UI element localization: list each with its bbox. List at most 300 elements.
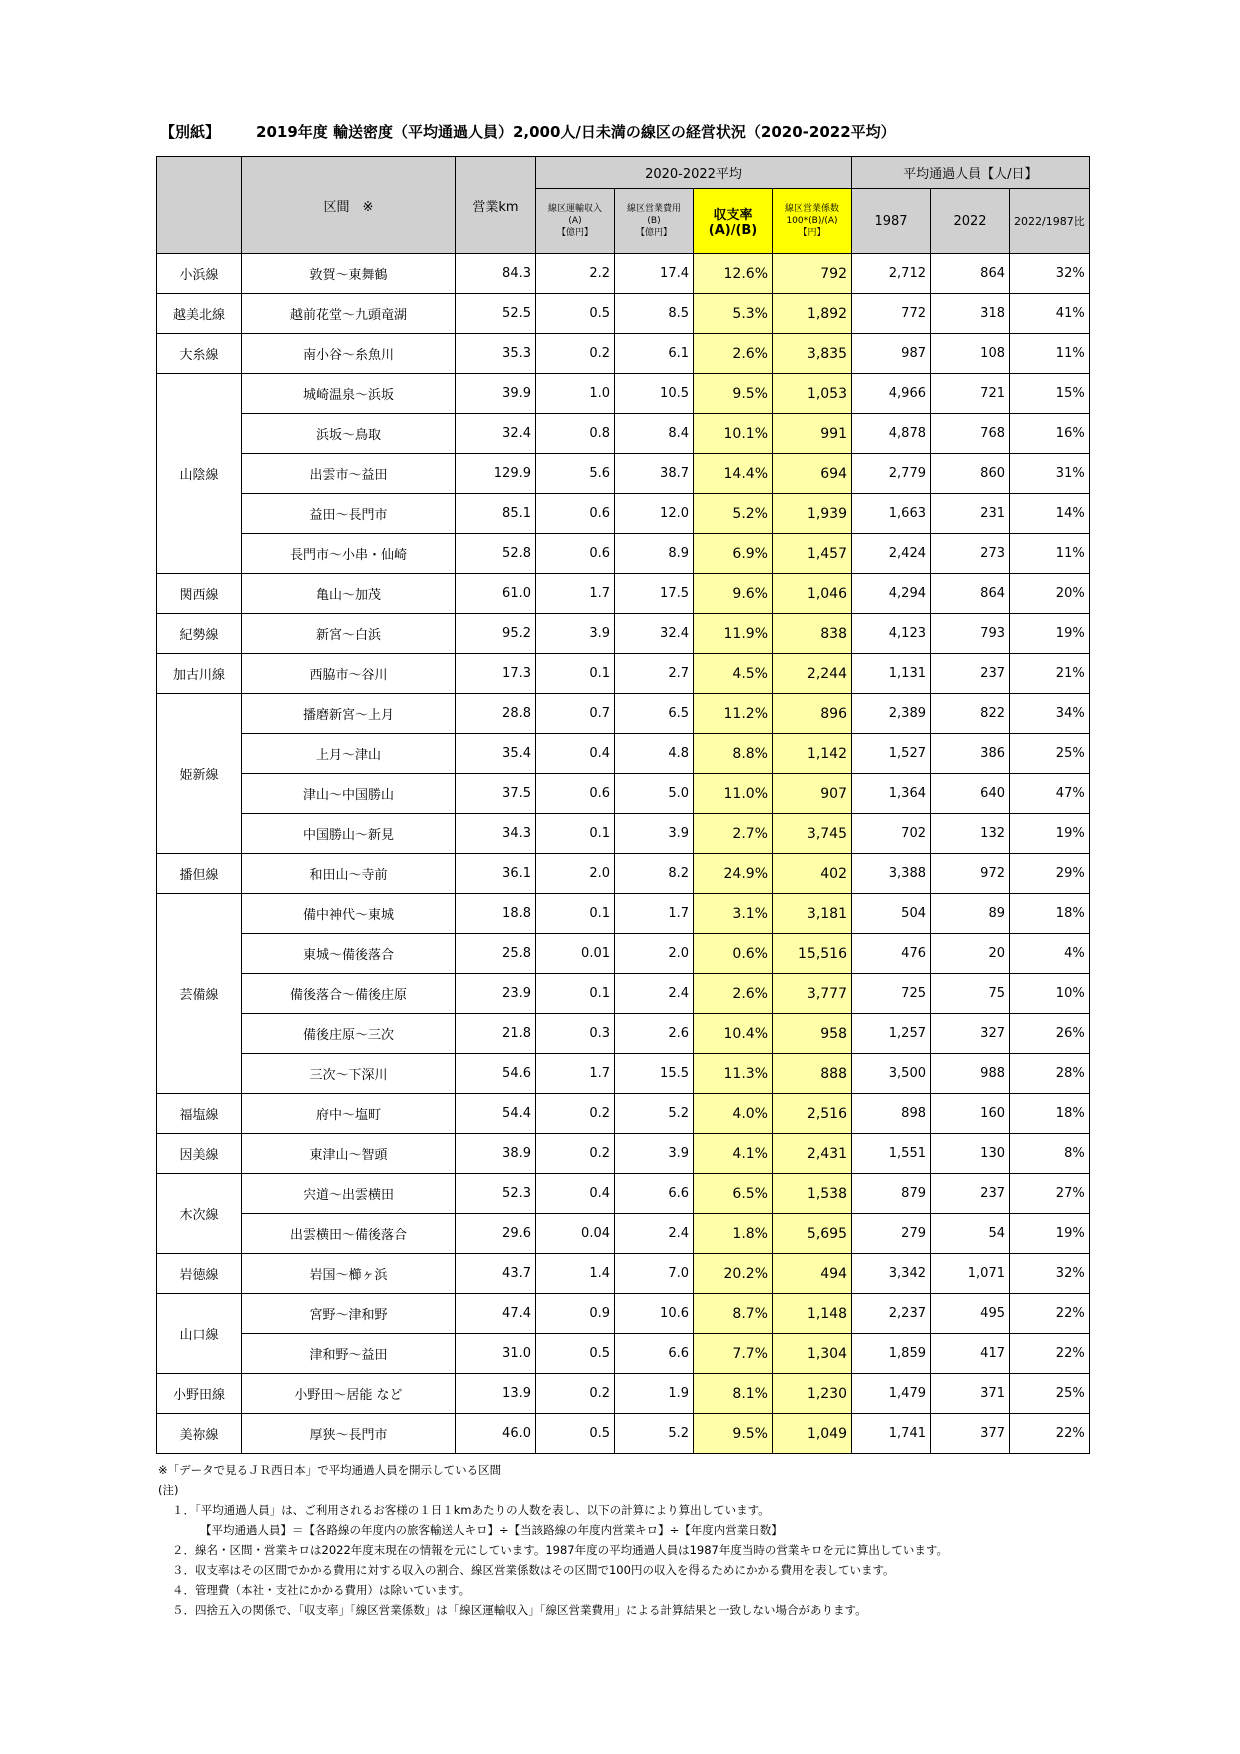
header-ratio-years: 2022/1987比: [1010, 189, 1090, 254]
passengers-2022-cell: 377: [931, 1414, 1010, 1454]
km-cell: 39.9: [456, 374, 536, 414]
coefficient-cell: 3,181: [773, 894, 852, 934]
revenue-cell: 0.6: [536, 494, 615, 534]
revenue-cell: 0.2: [536, 1134, 615, 1174]
passengers-2022-cell: 237: [931, 654, 1010, 694]
passengers-2022-cell: 768: [931, 414, 1010, 454]
passenger-ratio-cell: 41%: [1010, 294, 1090, 334]
coefficient-cell: 3,745: [773, 814, 852, 854]
passengers-1987-cell: 1,741: [852, 1414, 931, 1454]
section-cell: 宮野～津和野: [242, 1294, 456, 1334]
km-cell: 23.9: [456, 974, 536, 1014]
passengers-2022-cell: 273: [931, 534, 1010, 574]
table-row: [157, 334, 1090, 374]
passengers-2022-cell: 864: [931, 574, 1010, 614]
section-cell: 岩国～櫛ヶ浜: [242, 1254, 456, 1294]
passengers-2022-cell: 20: [931, 934, 1010, 974]
passengers-2022-cell: 160: [931, 1094, 1010, 1134]
passengers-2022-cell: 495: [931, 1294, 1010, 1334]
km-cell: 43.7: [456, 1254, 536, 1294]
km-cell: 38.9: [456, 1134, 536, 1174]
cost-cell: 6.1: [615, 334, 694, 374]
passenger-ratio-cell: 29%: [1010, 854, 1090, 894]
cost-cell: 17.5: [615, 574, 694, 614]
section-cell: 長門市～小串・仙崎: [242, 534, 456, 574]
passenger-ratio-cell: 18%: [1010, 894, 1090, 934]
cost-cell: 3.9: [615, 814, 694, 854]
revenue-cell: 0.5: [536, 1414, 615, 1454]
title-bracket: 【別紙】: [160, 123, 221, 141]
km-cell: 95.2: [456, 614, 536, 654]
passengers-1987-cell: 504: [852, 894, 931, 934]
passengers-1987-cell: 1,257: [852, 1014, 931, 1054]
km-cell: 13.9: [456, 1374, 536, 1414]
km-cell: 54.4: [456, 1094, 536, 1134]
revenue-cell: 0.01: [536, 934, 615, 974]
passenger-ratio-cell: 25%: [1010, 734, 1090, 774]
coefficient-cell: 838: [773, 614, 852, 654]
table-row: [157, 1334, 1090, 1374]
line-name-cell: 播但線: [157, 854, 242, 894]
header-km: 営業km: [456, 157, 536, 254]
ratio-cell: 4.1%: [694, 1134, 773, 1174]
table-row: [157, 1414, 1090, 1454]
cost-cell: 2.0: [615, 934, 694, 974]
table-row: [157, 454, 1090, 494]
ratio-cell: 9.5%: [694, 374, 773, 414]
cost-cell: 15.5: [615, 1054, 694, 1094]
table-row: [157, 1014, 1090, 1054]
coefficient-cell: 991: [773, 414, 852, 454]
section-cell: 津和野～益田: [242, 1334, 456, 1374]
header-cost: 線区営業費用 (B) 【億円】: [615, 189, 694, 254]
passengers-2022-cell: 793: [931, 614, 1010, 654]
notes: [158, 1460, 948, 1620]
ratio-cell: 5.2%: [694, 494, 773, 534]
revenue-cell: 0.2: [536, 1094, 615, 1134]
cost-cell: 7.0: [615, 1254, 694, 1294]
coefficient-cell: 888: [773, 1054, 852, 1094]
revenue-cell: 0.5: [536, 1334, 615, 1374]
passenger-ratio-cell: 47%: [1010, 774, 1090, 814]
cost-cell: 1.7: [615, 894, 694, 934]
passengers-1987-cell: 987: [852, 334, 931, 374]
cost-cell: 8.4: [615, 414, 694, 454]
section-cell: 新宮～白浜: [242, 614, 456, 654]
cost-cell: 5.0: [615, 774, 694, 814]
cost-cell: 8.2: [615, 854, 694, 894]
ratio-cell: 12.6%: [694, 254, 773, 294]
table-row: [157, 694, 1090, 734]
note-3: ３．収支率はその区間でかかる費用に対する収入の割合、線区営業係数はその区間で100円の収入を得るためにかかる費用を表しています。: [172, 1563, 895, 1577]
revenue-cell: 0.4: [536, 1174, 615, 1214]
revenue-cell: 0.7: [536, 694, 615, 734]
coefficient-cell: 907: [773, 774, 852, 814]
table-row: [157, 534, 1090, 574]
km-cell: 28.8: [456, 694, 536, 734]
section-cell: 南小谷～糸魚川: [242, 334, 456, 374]
table-row: [157, 1214, 1090, 1254]
section-cell: 厚狭～長門市: [242, 1414, 456, 1454]
ratio-cell: 10.4%: [694, 1014, 773, 1054]
passengers-1987-cell: 1,551: [852, 1134, 931, 1174]
revenue-cell: 0.1: [536, 814, 615, 854]
passengers-1987-cell: 1,364: [852, 774, 931, 814]
table-row: [157, 774, 1090, 814]
line-name-cell: 関西線: [157, 574, 242, 614]
revenue-cell: 0.1: [536, 654, 615, 694]
passengers-2022-cell: 89: [931, 894, 1010, 934]
revenue-cell: 0.1: [536, 974, 615, 1014]
coefficient-cell: 1,939: [773, 494, 852, 534]
ratio-cell: 11.0%: [694, 774, 773, 814]
passenger-ratio-cell: 15%: [1010, 374, 1090, 414]
ratio-cell: 8.7%: [694, 1294, 773, 1334]
passenger-ratio-cell: 14%: [1010, 494, 1090, 534]
ratio-cell: 1.8%: [694, 1214, 773, 1254]
coefficient-cell: 2,516: [773, 1094, 852, 1134]
coefficient-cell: 1,457: [773, 534, 852, 574]
ratio-cell: 2.7%: [694, 814, 773, 854]
table-row: [157, 494, 1090, 534]
cost-cell: 5.2: [615, 1094, 694, 1134]
section-cell: 敦賀～東舞鶴: [242, 254, 456, 294]
passengers-2022-cell: 386: [931, 734, 1010, 774]
note-5: ５．四捨五入の関係で、「収支率」「線区営業係数」は「線区運輸収入」「線区営業費用」による計算結果と一致しない場合があります。: [172, 1603, 867, 1617]
passengers-2022-cell: 75: [931, 974, 1010, 1014]
header-2022: 2022: [931, 189, 1010, 254]
ratio-cell: 8.8%: [694, 734, 773, 774]
km-cell: 32.4: [456, 414, 536, 454]
cost-cell: 38.7: [615, 454, 694, 494]
coefficient-cell: 3,777: [773, 974, 852, 1014]
section-cell: 三次～下深川: [242, 1054, 456, 1094]
km-cell: 84.3: [456, 254, 536, 294]
table-row: [157, 654, 1090, 694]
header-ratio: 収支率 (A)/(B): [694, 189, 773, 254]
note-1-formula: 【平均通過人員】＝【各路線の年度内の旅客輸送人キロ】÷【当該路線の年度内営業キロ】÷【年度内営業日数】: [200, 1523, 783, 1537]
line-name-cell: 福塩線: [157, 1094, 242, 1134]
km-cell: 37.5: [456, 774, 536, 814]
km-cell: 52.3: [456, 1174, 536, 1214]
ratio-cell: 3.1%: [694, 894, 773, 934]
ratio-cell: 6.5%: [694, 1174, 773, 1214]
passengers-2022-cell: 721: [931, 374, 1010, 414]
table-row: [157, 374, 1090, 414]
table-row: [157, 814, 1090, 854]
section-cell: 亀山～加茂: [242, 574, 456, 614]
header-revenue: 線区運輸収入 (A) 【億円】: [536, 189, 615, 254]
coefficient-cell: 896: [773, 694, 852, 734]
passengers-1987-cell: 279: [852, 1214, 931, 1254]
cost-cell: 6.6: [615, 1174, 694, 1214]
table-row: [157, 574, 1090, 614]
line-name-cell: 山口線: [157, 1294, 242, 1374]
coefficient-cell: 5,695: [773, 1214, 852, 1254]
km-cell: 47.4: [456, 1294, 536, 1334]
coefficient-cell: 402: [773, 854, 852, 894]
table-row: [157, 1094, 1090, 1134]
revenue-cell: 2.0: [536, 854, 615, 894]
ratio-cell: 14.4%: [694, 454, 773, 494]
section-cell: 中国勝山～新見: [242, 814, 456, 854]
section-cell: 上月～津山: [242, 734, 456, 774]
header-coefficient: 線区営業係数 100*(B)/(A) 【円】: [773, 189, 852, 254]
cost-cell: 2.6: [615, 1014, 694, 1054]
passenger-ratio-cell: 19%: [1010, 614, 1090, 654]
passenger-ratio-cell: 20%: [1010, 574, 1090, 614]
section-cell: 城崎温泉～浜坂: [242, 374, 456, 414]
revenue-cell: 5.6: [536, 454, 615, 494]
ratio-cell: 9.5%: [694, 1414, 773, 1454]
table-row: [157, 974, 1090, 1014]
cost-cell: 4.8: [615, 734, 694, 774]
table-row: [157, 1134, 1090, 1174]
ratio-cell: 2.6%: [694, 974, 773, 1014]
km-cell: 25.8: [456, 934, 536, 974]
km-cell: 21.8: [456, 1014, 536, 1054]
section-cell: 東津山～智頭: [242, 1134, 456, 1174]
cost-cell: 6.6: [615, 1334, 694, 1374]
coefficient-cell: 694: [773, 454, 852, 494]
coefficient-cell: 1,049: [773, 1414, 852, 1454]
passengers-2022-cell: 327: [931, 1014, 1010, 1054]
section-cell: 出雲市～益田: [242, 454, 456, 494]
passengers-2022-cell: 54: [931, 1214, 1010, 1254]
section-cell: 小野田～居能 など: [242, 1374, 456, 1414]
table-body: [157, 254, 1090, 1454]
ratio-cell: 0.6%: [694, 934, 773, 974]
km-cell: 46.0: [456, 1414, 536, 1454]
km-cell: 129.9: [456, 454, 536, 494]
coefficient-cell: 1,053: [773, 374, 852, 414]
km-cell: 52.5: [456, 294, 536, 334]
cost-cell: 2.4: [615, 974, 694, 1014]
coefficient-cell: 494: [773, 1254, 852, 1294]
ratio-cell: 11.2%: [694, 694, 773, 734]
passenger-ratio-cell: 19%: [1010, 1214, 1090, 1254]
table-row: [157, 1254, 1090, 1294]
line-name-cell: 加古川線: [157, 654, 242, 694]
coefficient-cell: 1,304: [773, 1334, 852, 1374]
revenue-cell: 0.6: [536, 534, 615, 574]
passengers-1987-cell: 772: [852, 294, 931, 334]
revenue-cell: 0.8: [536, 414, 615, 454]
passengers-2022-cell: 988: [931, 1054, 1010, 1094]
passengers-1987-cell: 1,479: [852, 1374, 931, 1414]
passengers-1987-cell: 1,663: [852, 494, 931, 534]
passengers-2022-cell: 371: [931, 1374, 1010, 1414]
cost-cell: 5.2: [615, 1414, 694, 1454]
passengers-1987-cell: 4,878: [852, 414, 931, 454]
passengers-1987-cell: 4,294: [852, 574, 931, 614]
ratio-cell: 11.3%: [694, 1054, 773, 1094]
ratio-cell: 8.1%: [694, 1374, 773, 1414]
cost-cell: 32.4: [615, 614, 694, 654]
km-cell: 54.6: [456, 1054, 536, 1094]
passenger-ratio-cell: 11%: [1010, 334, 1090, 374]
ratio-cell: 2.6%: [694, 334, 773, 374]
coefficient-cell: 2,431: [773, 1134, 852, 1174]
section-cell: 西脇市～谷川: [242, 654, 456, 694]
passengers-2022-cell: 860: [931, 454, 1010, 494]
revenue-cell: 0.5: [536, 294, 615, 334]
coefficient-cell: 792: [773, 254, 852, 294]
line-name-cell: 姫新線: [157, 694, 242, 854]
note-star: ※「データで見るＪＲ西日本」で平均通過人員を開示している区間: [158, 1463, 502, 1477]
coefficient-cell: 1,230: [773, 1374, 852, 1414]
cost-cell: 8.5: [615, 294, 694, 334]
coefficient-cell: 1,538: [773, 1174, 852, 1214]
passengers-2022-cell: 237: [931, 1174, 1010, 1214]
line-name-cell: 山陰線: [157, 374, 242, 574]
ratio-cell: 20.2%: [694, 1254, 773, 1294]
table-row: [157, 894, 1090, 934]
passengers-1987-cell: 1,527: [852, 734, 931, 774]
km-cell: 35.3: [456, 334, 536, 374]
ratio-cell: 11.9%: [694, 614, 773, 654]
line-name-cell: 因美線: [157, 1134, 242, 1174]
section-cell: 備後落合～備後庄原: [242, 974, 456, 1014]
cost-cell: 2.4: [615, 1214, 694, 1254]
revenue-cell: 0.3: [536, 1014, 615, 1054]
table-row: [157, 1054, 1090, 1094]
revenue-cell: 1.0: [536, 374, 615, 414]
passengers-1987-cell: 1,131: [852, 654, 931, 694]
passengers-2022-cell: 417: [931, 1334, 1010, 1374]
passengers-1987-cell: 2,237: [852, 1294, 931, 1334]
cost-cell: 1.9: [615, 1374, 694, 1414]
passengers-2022-cell: 108: [931, 334, 1010, 374]
passenger-ratio-cell: 22%: [1010, 1334, 1090, 1374]
km-cell: 35.4: [456, 734, 536, 774]
ratio-cell: 9.6%: [694, 574, 773, 614]
note-head: (注): [158, 1483, 179, 1497]
revenue-cell: 1.7: [536, 1054, 615, 1094]
passengers-1987-cell: 898: [852, 1094, 931, 1134]
passengers-1987-cell: 879: [852, 1174, 931, 1214]
coefficient-cell: 1,148: [773, 1294, 852, 1334]
passengers-1987-cell: 3,500: [852, 1054, 931, 1094]
passengers-2022-cell: 231: [931, 494, 1010, 534]
passenger-ratio-cell: 27%: [1010, 1174, 1090, 1214]
passenger-ratio-cell: 32%: [1010, 1254, 1090, 1294]
passenger-ratio-cell: 22%: [1010, 1294, 1090, 1334]
passengers-1987-cell: 725: [852, 974, 931, 1014]
revenue-cell: 0.2: [536, 1374, 615, 1414]
passenger-ratio-cell: 18%: [1010, 1094, 1090, 1134]
coefficient-cell: 2,244: [773, 654, 852, 694]
table-row: [157, 1294, 1090, 1334]
revenue-cell: 1.4: [536, 1254, 615, 1294]
passengers-1987-cell: 2,712: [852, 254, 931, 294]
table-row: [157, 734, 1090, 774]
passengers-1987-cell: 476: [852, 934, 931, 974]
km-cell: 34.3: [456, 814, 536, 854]
header-1987: 1987: [852, 189, 931, 254]
revenue-cell: 2.2: [536, 254, 615, 294]
table-row: [157, 934, 1090, 974]
passenger-ratio-cell: 11%: [1010, 534, 1090, 574]
table-row: [157, 614, 1090, 654]
coefficient-cell: 1,892: [773, 294, 852, 334]
km-cell: 85.1: [456, 494, 536, 534]
passenger-ratio-cell: 26%: [1010, 1014, 1090, 1054]
passenger-ratio-cell: 19%: [1010, 814, 1090, 854]
passenger-ratio-cell: 34%: [1010, 694, 1090, 734]
line-name-cell: 紀勢線: [157, 614, 242, 654]
passengers-1987-cell: 2,389: [852, 694, 931, 734]
section-cell: 東城～備後落合: [242, 934, 456, 974]
km-cell: 52.8: [456, 534, 536, 574]
ratio-cell: 5.3%: [694, 294, 773, 334]
cost-cell: 2.7: [615, 654, 694, 694]
table-row: [157, 414, 1090, 454]
km-cell: 18.8: [456, 894, 536, 934]
km-cell: 36.1: [456, 854, 536, 894]
cost-cell: 17.4: [615, 254, 694, 294]
cost-cell: 10.6: [615, 1294, 694, 1334]
line-name-cell: 美祢線: [157, 1414, 242, 1454]
passengers-2022-cell: 972: [931, 854, 1010, 894]
passengers-2022-cell: 640: [931, 774, 1010, 814]
passengers-2022-cell: 132: [931, 814, 1010, 854]
header-line-blank: [157, 157, 242, 254]
passengers-1987-cell: 4,966: [852, 374, 931, 414]
passenger-ratio-cell: 32%: [1010, 254, 1090, 294]
ratio-cell: 10.1%: [694, 414, 773, 454]
passenger-ratio-cell: 8%: [1010, 1134, 1090, 1174]
ratio-cell: 6.9%: [694, 534, 773, 574]
section-cell: 出雲横田～備後落合: [242, 1214, 456, 1254]
passengers-2022-cell: 822: [931, 694, 1010, 734]
passenger-ratio-cell: 10%: [1010, 974, 1090, 1014]
section-cell: 和田山～寺前: [242, 854, 456, 894]
ratio-cell: 4.0%: [694, 1094, 773, 1134]
section-cell: 宍道～出雲横田: [242, 1174, 456, 1214]
revenue-cell: 0.6: [536, 774, 615, 814]
revenue-cell: 0.1: [536, 894, 615, 934]
line-name-cell: 木次線: [157, 1174, 242, 1254]
passengers-1987-cell: 2,424: [852, 534, 931, 574]
km-cell: 31.0: [456, 1334, 536, 1374]
passenger-ratio-cell: 31%: [1010, 454, 1090, 494]
passengers-2022-cell: 864: [931, 254, 1010, 294]
coefficient-cell: 1,046: [773, 574, 852, 614]
table-row: [157, 854, 1090, 894]
cost-cell: 10.5: [615, 374, 694, 414]
line-name-cell: 岩徳線: [157, 1254, 242, 1294]
km-cell: 17.3: [456, 654, 536, 694]
line-name-cell: 大糸線: [157, 334, 242, 374]
table-row: [157, 254, 1090, 294]
table-row: [157, 1374, 1090, 1414]
header-passenger-group: 平均通過人員【人/日】: [852, 157, 1090, 189]
passenger-ratio-cell: 16%: [1010, 414, 1090, 454]
line-name-cell: 芸備線: [157, 894, 242, 1094]
table-row: [157, 294, 1090, 334]
section-cell: 越前花堂～九頭竜湖: [242, 294, 456, 334]
cost-cell: 12.0: [615, 494, 694, 534]
line-table: [156, 156, 1090, 1454]
km-cell: 29.6: [456, 1214, 536, 1254]
line-name-cell: 小野田線: [157, 1374, 242, 1414]
section-cell: 浜坂～鳥取: [242, 414, 456, 454]
section-cell: 備後庄原～三次: [242, 1014, 456, 1054]
coefficient-cell: 3,835: [773, 334, 852, 374]
section-cell: 益田～長門市: [242, 494, 456, 534]
note-2: ２．線名・区間・営業キロは2022年度末現在の情報を元にしています。1987年度の平均通過人員は1987年度当時の営業キロを元に算出しています。: [172, 1543, 948, 1557]
